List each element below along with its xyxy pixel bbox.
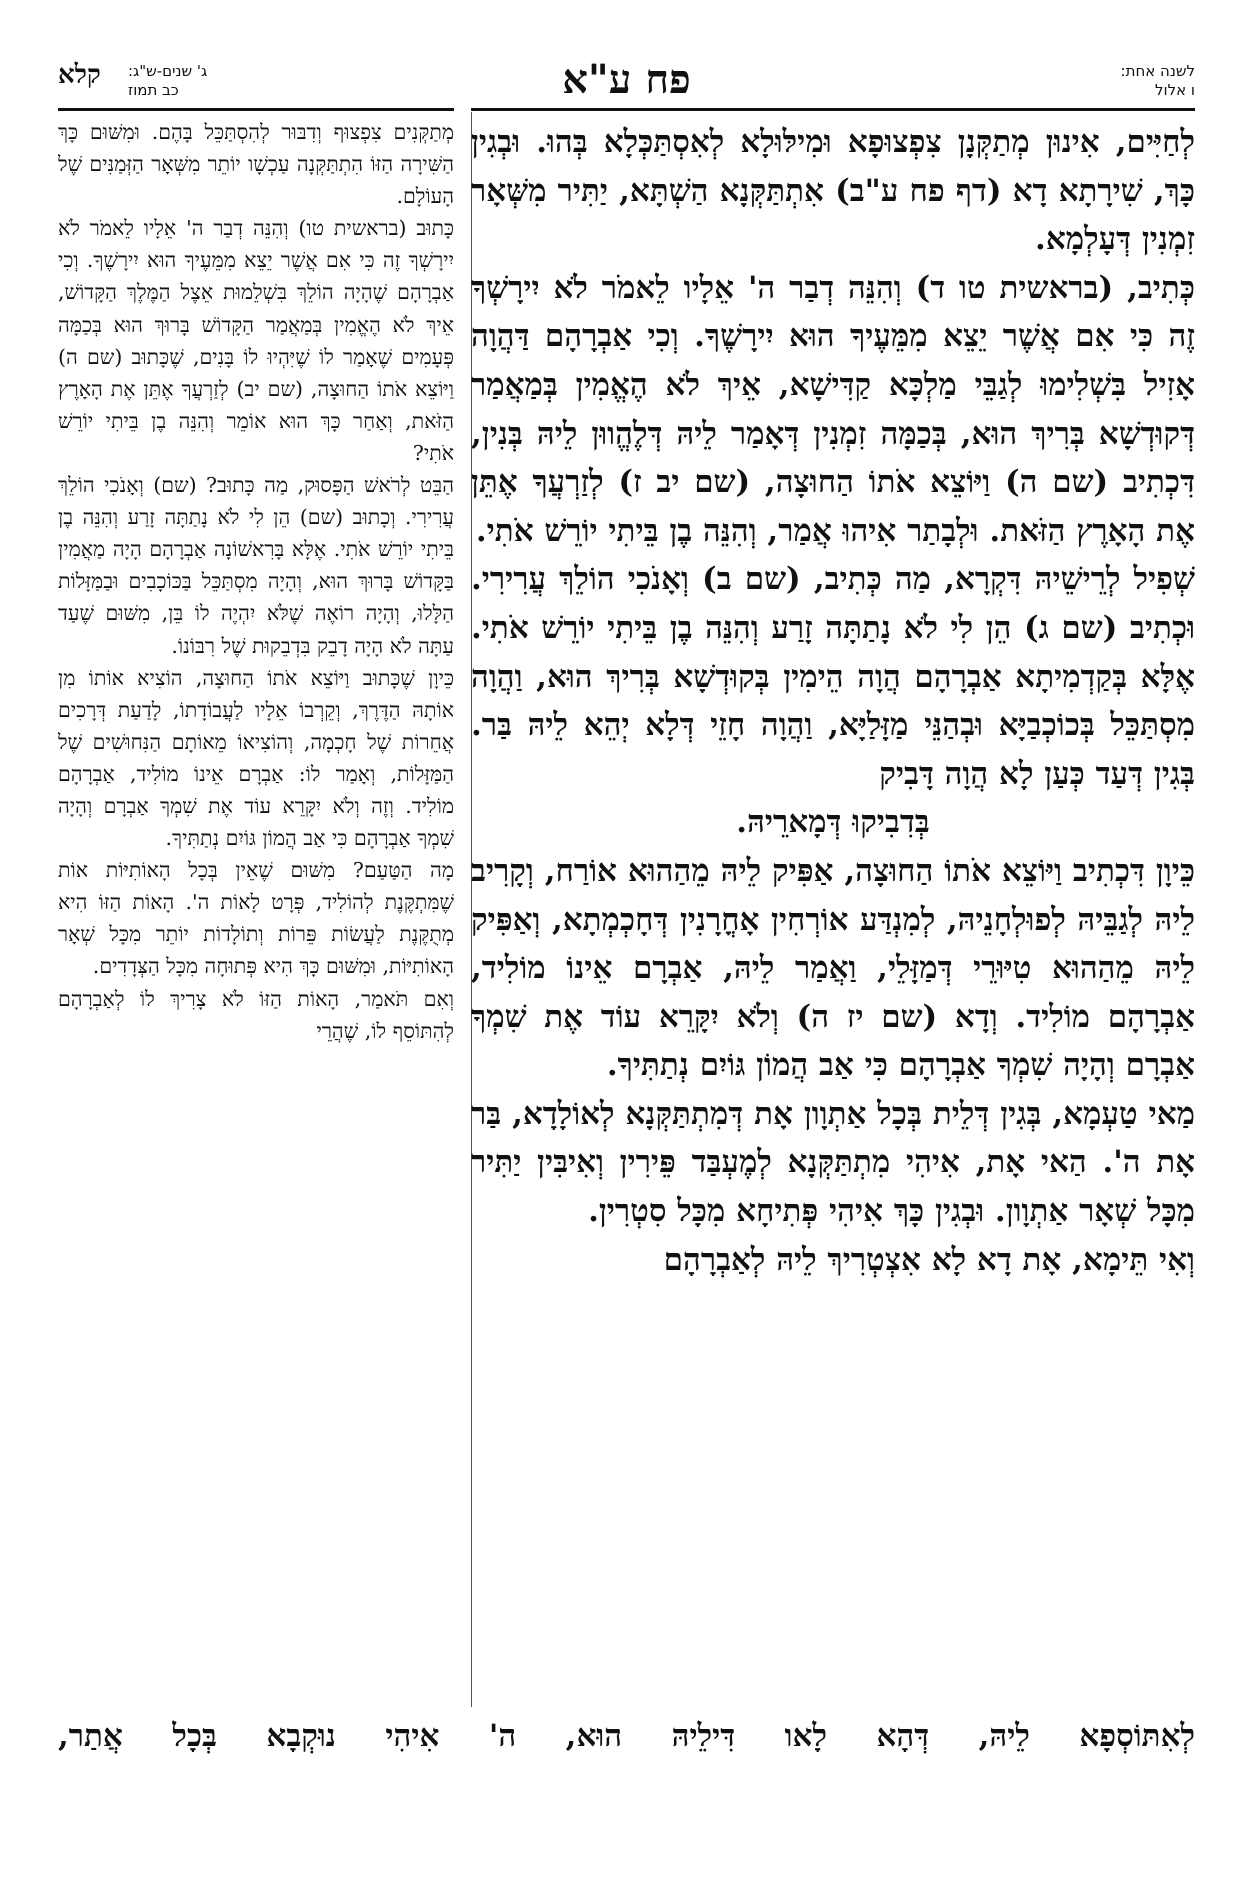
side-paragraph: כָּתוּב (בראשית טו) וְהִנֵּה דְבַר ה' אֵלָיו לֵאמֹר לֹא יִירָשְׁךָ זֶה כִּי אִם אֲשֶׁר יֵצֵא מִמֵּעֶיךָ הוּא יִירָשֶׁךָ. וְכִי אַבְרָהָם שֶׁהָיָה הוֹלֵךְ בִּשְׁלֵמוּת אֵצֶל הַמֶּלֶךְ הַקָּדוֹשׁ, אֵיךְ לֹא הֶאֱמִין בְּמַאֲמַר הַקָּדוֹשׁ בָּרוּךְ הוּא בְּכַמָּה פְּעָמִים שֶׁאָמַר לוֹ שֶׁיִּהְיוּ לוֹ בָּנִים, שֶׁכָּתוּב (שם ה) וַיּוֹצֵא אֹתוֹ הַחוּצָה, (שם יב) לְזַרְעֲךָ אֶתֵּן אֶת הָאָרֶץ הַזֹּאת, וְאַחַר כָּךְ הוּא אוֹמֵר וְהִנֵּה בֶן בֵּיתִי יוֹרֵשׁ אֹתִי? xyxy=(58,216,454,465)
page-header xyxy=(58,52,1195,112)
schedule-one-year-date: ו אלול xyxy=(1154,81,1195,99)
main-column-aramaic xyxy=(471,118,1195,1284)
main-paragraph: לְחַיִּים, אִינוּן מְתַקְּנָן צִפְצוּפָא וּמִילּוּלָא לְאִסְתַּכְּלָא בְּהוּ. וּבְגִין כָּךְ, שִׁירָתָא דָא (דף פח ע"ב) אִתְתַּקְּנָא הַשְׁתָּא, יַתִּיר מִשְּׁאָר זִמְנִין דְּעָלְמָא. xyxy=(471,124,1195,258)
header-rule-side xyxy=(58,108,454,111)
page-number: קלא xyxy=(58,60,101,90)
schedule-three-years-date: כב תמוז xyxy=(128,81,179,99)
main-paragraph: שְׁפִיל לְרֵישֵׁיהּ דִּקְרָא, מַה כְּתִיב, (שם ב) וְאָנֹכִי הוֹלֵךְ עֲרִירִי. וּכְתִיב (שם ג) הֵן לִי לֹא נָתַתָּה זָרַע וְהִנֵּה בֶן בֵּיתִי יוֹרֵשׁ אֹתִי. אֶלָּא בְּקַדְמִיתָא אַבְרָהָם הֲוָה הֵימִין בְּקוּדְשָׁא בְּרִיךְ הוּא, וַהֲוָה מִסְתַּכֵּל בְּכוֹכְבַיָּא וּבְהַנֵּי מַזָּלַיָּא, וַהֲוָה חָזֵי דְּלָא יְהֵא לֵיהּ בַּר. בְּגִין דְּעַד כְּעַן לָא הֲוָה דָּבִיק xyxy=(471,561,1195,792)
main-paragraph: וְאִי תֵּימָא, אָת דָא לָא אִצְטְרִיךְ לֵיהּ לְאַבְרָהָם xyxy=(663,1241,1195,1278)
side-paragraph: מְתַקְּנִים צִפְצוּף וְדִבּוּר לְהִסְתַּכֵּל בָּהֶם. וּמִשּׁוּם כָּךְ הַשִּׁירָה הַזּוֹ הִתְתַּקְּנָה עַכְשָׁו יוֹתֵר מִשְּׁאָר הַזְּמַנִּים שֶׁל הָעוֹלָם. xyxy=(58,120,454,209)
side-paragraph: וְאִם תֹּאמַר, הָאוֹת הַזּוֹ לֹא צָרִיךְ לוֹ לְאַבְרָהָם לְהִתּוֹסֵף לוֹ, שֶׁהֲרֵי xyxy=(58,986,454,1043)
side-paragraph: כֵּיוָן שֶׁכָּתוּב וַיּוֹצֵא אֹתוֹ הַחוּצָה, הוֹצִיא אוֹתוֹ מִן אוֹתָהּ הַדֶּרֶךְ, וְקֵרְבוֹ אֵלָיו לַעֲבוֹדָתוֹ, לָדַעַת דְּרָכִים אֲחֵרוֹת שֶׁל חָכְמָה, וְהוֹצִיאוֹ מֵאוֹתָם הַנִּחוּשִׁים שֶׁל הַמַּזָּלוֹת, וְאָמַר לוֹ: אַבְרָם אֵינוֹ מוֹלִיד, אַבְרָהָם מוֹלִיד. וְזֶה וְלֹא יִקָּרֵא עוֹד אֶת שִׁמְךָ אַבְרָם וְהָיָה שִׁמְךָ אַבְרָהָם כִּי אַב הֲמוֹן גּוֹיִם נְתַתִּיךָ. xyxy=(58,665,454,851)
side-column-translation xyxy=(58,116,454,1047)
main-paragraph: כְּתִיב, (בראשית טו ד) וְהִנֵּה דְבַר ה' אֵלָיו לֵאמֹר לֹא יִירָשְׁךָ זֶה כִּי אִם אֲשֶׁר יֵצֵא מִמֵּעֶיךָ הוּא יִירָשֶׁךָ. וְכִי אַבְרָהָם דַּהֲוָה אָזִיל בִּשְׁלִימוּ לְגַבֵּי מַלְכָּא קַדִּישָׁא, אֵיךְ לֹא הֶאֱמִין בְּמַאֲמַר דְּקוּדְשָׁא בְּרִיךְ הוּא, בְּכַמָּה זִמְנִין דְּאָמַר לֵיהּ דְּלֶהֱווּן לֵיהּ בְּנִין, דִּכְתִיב (שם ה) וַיּוֹצֵא אֹתוֹ הַחוּצָה, (שם יב ז) לְזַרְעֲךָ אֶתֵּן אֶת הָאָרֶץ הַזֹּאת. וּלְבָתַר אִיהוּ אֲמַר, וְהִנֵּה בֶן בֵּיתִי יוֹרֵשׁ אֹתִי. xyxy=(471,269,1195,549)
side-paragraph: מָה הַטַּעַם? מִשּׁוּם שֶׁאֵין בְּכָל הָאוֹתִיּוֹת אוֹת שֶׁמִּתְקֶּנֶת לְהוֹלִיד, פְּרָט לָאוֹת ה'. הָאוֹת הַזּוֹ הִיא מְתֻקֶּנֶת לַעֲשׂוֹת פֵּרוֹת וְתוֹלָדוֹת יוֹתֵר מִכָּל שְׁאָר הָאוֹתִיּוֹת, וּמִשּׁוּם כָּךְ הִיא פְּתוּחָה מִכָּל הַצְּדָדִים. xyxy=(58,858,454,979)
main-paragraph: כֵּיוָן דִּכְתִיב וַיּוֹצֵא אֹתוֹ הַחוּצָה, אַפִּיק לֵיהּ מֵהַהוּא אוֹרַח, וְקָרִיב לֵיהּ לְגַבֵּיהּ לְפוּלְחָנֵיהּ, לְמִנְדַּע אוֹרְחִין אָחֳרָנִין דְּחָכְמְתָא, וְאַפִּיק לֵיהּ מֵהַהוּא טִיּוּרֵי דְּמַזָּלֵי, וַאֲמַר לֵיהּ, אַבְרָם אֵינוֹ מוֹלִיד, אַבְרָהָם מוֹלִיד. וְדָא (שם יז ה) וְלֹא יִקָּרֵא עוֹד אֶת שִׁמְךָ אַבְרָם וְהָיָה שִׁמְךָ אַבְרָהָם כִּי אַב הֲמוֹן גּוֹיִם נְתַתִּיךָ. xyxy=(471,852,1195,1084)
main-paragraph-end: בְּדִבִיקוּ דְּמָארֵיהּ. xyxy=(736,804,930,841)
header-rule-main xyxy=(471,108,1195,111)
page-title: פח ע"א xyxy=(562,56,691,103)
schedule-three-years: ג' שנים-ש"ג: xyxy=(128,62,208,80)
schedule-one-year: לשנה אחת: xyxy=(1120,62,1195,80)
side-paragraph: הַבֵּט לְרֹאשׁ הַפָּסוּק, מַה כָּתוּב? (שם) וְאָנֹכִי הוֹלֵךְ עֲרִירִי. וְכָתוּב (שם) הֵן לִי לֹא נָתַתָּה זָרַע וְהִנֵּה בֶן בֵּיתִי יוֹרֵשׁ אֹתִי. אֶלָּא בָּרִאשׁוֹנָה אַבְרָהָם הָיָה מַאֲמִין בַּקָּדוֹשׁ בָּרוּךְ הוּא, וְהָיָה מִסְתַּכֵּל בַּכּוֹכָבִים וּבַמַּזָּלוֹת הַלָּלוּ, וְהָיָה רוֹאֶה שֶׁלֹּא יִהְיֶה לוֹ בֵּן, מִשּׁוּם שֶׁעַד עַתָּה לֹא הָיָה דָבֵק בִּדְבֵקוּת שֶׁל רִבּוֹנוֹ. xyxy=(58,473,454,658)
main-bottom-line: לְאִתּוֹסְפָא לֵיהּ, דְּהָא לָאו דִּילֵיהּ הוּא, ה' אִיהִי נוּקְבָא בְּכָל אֲתַר, xyxy=(58,1718,1195,1754)
schedule-label-alt xyxy=(128,62,207,100)
main-paragraph: מַאי טַעְמָא, בְּגִין דְּלֵית בְּכָל אַתְוָון אָת דְּמִתְתַּקְּנָא לְאוֹלָדָא, בַּר אָת ה'. הַאי אָת, אִיהִי מִתְתַּקְּנָא לְמֶעְבַּד פֵּירִין וְאִיבִּין יַתִּיר מִכָּל שְׁאָר אַתְוָון. וּבְגִין כָּךְ אִיהִי פְּתִיחָא מִכָּל סִטְרִין. xyxy=(471,1095,1195,1230)
